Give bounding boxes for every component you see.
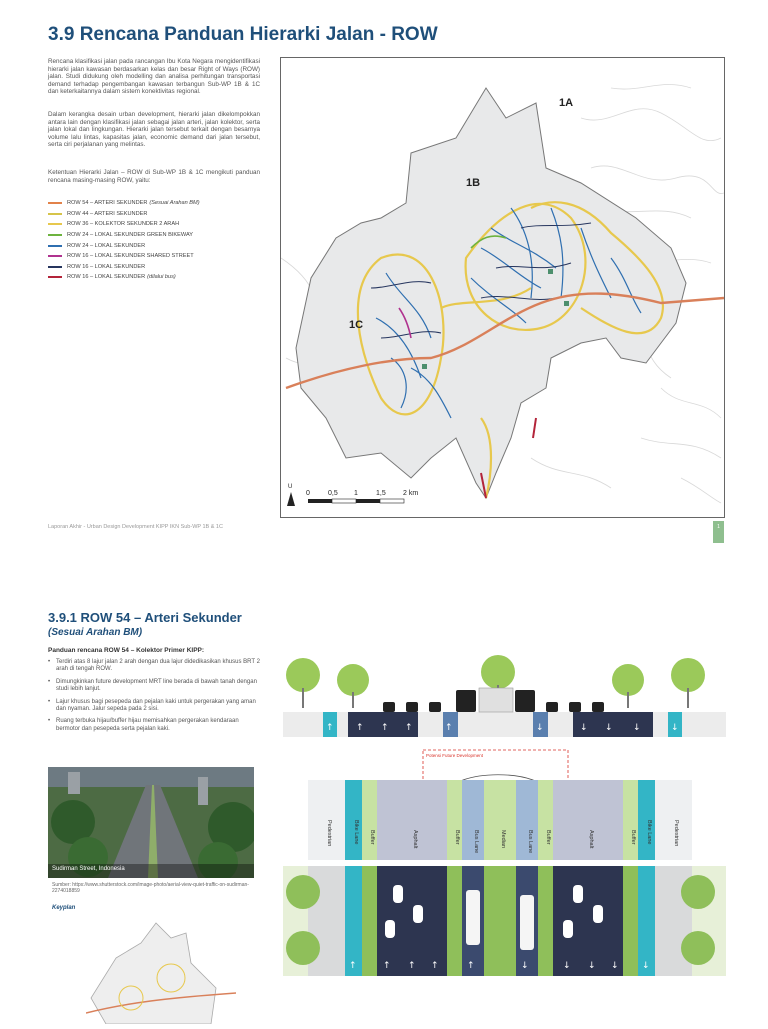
lane-label: Bus Lane [527, 830, 533, 854]
svg-text:↑: ↑ [467, 961, 475, 971]
svg-text:↑: ↑ [445, 723, 453, 733]
legend-note: (dilalui bus) [147, 274, 176, 281]
legend-label: ROW 24 – LOKAL SEKUNDER GREEN BIKEWAY [67, 232, 193, 239]
legend-swatch [48, 255, 62, 257]
bus-route [533, 418, 536, 438]
section-subtitle: (Sesuai Arahan BM) [48, 627, 143, 638]
intro-paragraph-1: Rencana klasifikasi jalan pada rancangan Ibu Kota Negara mengidentifikasi hierarki jalan kawasan berdasarkan kelas dan besar Right of Ways (ROW) jalan. Studi didukung oleh modelling dan analisa perhitungan transportasi demand terhadap pengembangan kawasan terbangun Sub-WP 1B & 1C dan keterkaitannya dalam sistem konektivitas regional. [48, 58, 260, 96]
node-marker [548, 269, 553, 274]
mrt-note: Potensi Future Development [426, 753, 484, 758]
legend-label: ROW 16 – LOKAL SEKUNDER [67, 263, 146, 270]
legend-label: ROW 44 – ARTERI SEKUNDER [67, 210, 148, 217]
north-label: U [288, 484, 293, 490]
lane-label: Asphalt [412, 830, 418, 849]
legend-swatch [48, 245, 62, 247]
intro-paragraph-3: Ketentuan Hierarki Jalan – ROW di Sub-WP 1B & 1C mengikuti panduan rencana masing-masing ROW, yaitu: [48, 169, 260, 184]
scale-tick: 2 km [403, 490, 419, 497]
legend-swatch [48, 202, 62, 204]
lane-label: Buffer [545, 830, 551, 845]
lane-label: Buffer [630, 830, 636, 845]
svg-text:↓: ↓ [580, 723, 588, 733]
keyplan-map [86, 918, 236, 1024]
svg-text:↑: ↑ [408, 961, 416, 971]
legend-label: ROW 16 – LOKAL SEKUNDER SHARED STREET [67, 253, 194, 260]
guideline-item: • Dimungkinkan future development MRT line berada di bawah tanah dengan studi lebih lanjut. [48, 679, 264, 694]
svg-text:↓: ↓ [521, 961, 529, 971]
lane-label: Buffer [454, 830, 460, 845]
svg-text:↑: ↑ [326, 723, 334, 733]
plan-view [283, 866, 726, 976]
photo-source: Sumber: https://www.shutterstock.com/image-photo/aerial-view-quiet-traffic-on-sudirman-2274018859 [52, 882, 249, 894]
svg-text:↑: ↑ [405, 723, 413, 733]
legend-item [48, 240, 263, 251]
page-footer: Laporan Akhir - Urban Design Development KIPP IKN Sub-WP 1B & 1C [48, 524, 223, 530]
zone-label-1a: 1A [559, 97, 574, 109]
legend-label: ROW 24 – LOKAL SEKUNDER [67, 242, 146, 249]
scale-tick: 1,5 [376, 490, 386, 497]
bus-shelter [479, 688, 513, 712]
lane-label: Bike Lane [353, 820, 359, 845]
svg-text:↓: ↓ [642, 961, 650, 971]
keyplan-label: Keyplan [52, 905, 76, 911]
legend-label: ROW 36 – KOLEKTOR SEKUNDER 2 ARAH [67, 221, 180, 228]
svg-text:↓: ↓ [671, 723, 679, 733]
legend-item [48, 262, 263, 273]
intro-paragraph-2: Dalam kerangka desain urban development, hierarki jalan dikelompokkan antara lain dengan klasifikasi jalan sebagai jalan arteri, jalan kolektor, serta jalan lokal dan lingkungan. Hierarki jalan tersebut terkait dengan besarnya volume lalu lintas, kapasitas jalan, economic demand dari jalan tersebut, serta ciri perjalanan yang melintas. [48, 111, 260, 149]
zone-label-1c: 1C [349, 319, 364, 331]
svg-text:↓: ↓ [588, 961, 596, 971]
lane-label-strip [308, 780, 692, 860]
row54-cross-section [283, 630, 726, 1024]
svg-text:↓: ↓ [611, 961, 619, 971]
legend-item [48, 209, 263, 220]
svg-text:↑: ↑ [349, 961, 357, 971]
legend-item [48, 251, 263, 262]
node-marker [422, 364, 427, 369]
scale-tick: 0 [306, 490, 310, 497]
section-title: 3.9.1 ROW 54 – Arteri Sekunder [48, 610, 242, 625]
guideline-item: • Ruang terbuka hijau/buffer hijau memisahkan pergerakan kendaraan bermotor dan pesepeda serta pejalan kaki. [48, 718, 264, 733]
legend-item [48, 198, 263, 209]
map-svg [281, 58, 724, 517]
svg-text:↓: ↓ [605, 723, 613, 733]
scale-tick: 1 [354, 490, 358, 497]
svg-text:↓: ↓ [563, 961, 571, 971]
svg-text:↓: ↓ [633, 723, 641, 733]
zone-label-1b: 1B [466, 177, 481, 189]
guideline-item: • Lajur khusus bagi pesepeda dan pejalan kaki untuk pergerakan yang aman dan nyaman. Jalur sepeda pada 2 sisi. [48, 699, 264, 714]
legend-label: ROW 54 – ARTERI SEKUNDER [67, 200, 148, 207]
photo-caption: Sudirman Street, Indonesia [52, 866, 125, 872]
legend-item [48, 230, 263, 241]
lane-label: Buffer [369, 830, 375, 845]
lane-label: Bus Lane [473, 830, 479, 854]
svg-text:↑: ↑ [431, 961, 439, 971]
scale-bar [306, 490, 418, 503]
legend-swatch [48, 266, 62, 268]
reference-photo [48, 767, 254, 878]
legend-swatch [48, 223, 62, 225]
svg-text:↑: ↑ [383, 961, 391, 971]
node-marker [564, 301, 569, 306]
svg-text:↓: ↓ [536, 723, 544, 733]
scale-tick: 0,5 [328, 490, 338, 497]
legend-note: (Sesuai Arahan BM) [149, 200, 200, 207]
guideline-heading: Panduan rencana ROW 54 – Kolektor Primer KIPP: [48, 647, 205, 654]
lane-label: Bike Lane [646, 820, 652, 845]
legend-swatch [48, 213, 62, 215]
zone-outline [296, 88, 686, 498]
road-hierarchy-legend [48, 198, 263, 283]
legend-swatch [48, 234, 62, 236]
page-number: 1 [713, 521, 724, 543]
legend-swatch [48, 276, 62, 278]
legend-label: ROW 16 – LOKAL SEKUNDER [67, 274, 146, 281]
lane-label: Asphalt [588, 830, 594, 849]
lane-label: Median [500, 830, 506, 849]
north-arrow [287, 484, 295, 506]
road-hierarchy-map [280, 57, 725, 518]
lane-label: Pedestrian [673, 820, 679, 847]
legend-item [48, 219, 263, 230]
svg-text:↑: ↑ [356, 723, 364, 733]
guideline-item: • Terdiri atas 8 lajur jalan 2 arah dengan dua lajur didedikasikan khusus BRT 2 arah di tengah ROW. [48, 659, 264, 674]
svg-text:↑: ↑ [381, 723, 389, 733]
page-title: 3.9 Rencana Panduan Hierarki Jalan - ROW [48, 24, 438, 45]
lane-label: Pedestrian [326, 820, 332, 847]
legend-item [48, 272, 263, 283]
guideline-list [48, 659, 264, 738]
